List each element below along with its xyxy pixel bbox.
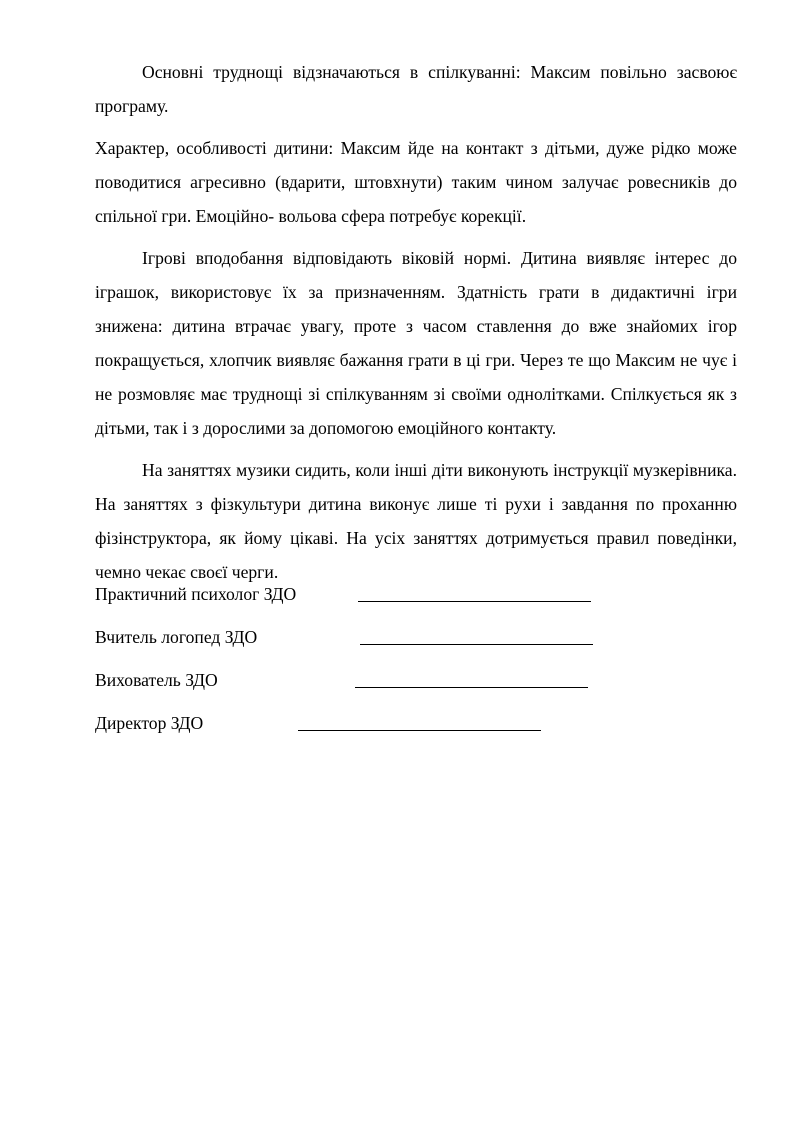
- signature-label: Директор ЗДО: [95, 713, 204, 733]
- paragraph-classes: На заняттях музики сидить, коли інші діти виконують інструкції музкерівника. На заняттях з фізкультури дитина виконує лише ті рухи і завдання по проханню фізінструктора, як йому цікаві. На усіх заняттях дотримується правил поведінки, чемно чекає своєї черги.: [95, 460, 737, 582]
- paragraph-character: Характер, особливості дитини: Максим йде на контакт з дітьми, дуже рідко може поводитися агресивно (вдарити, штовхнути) таким чином залучає ровесників до спільної гри. Емоційно- вольова сфера потребує корекції.: [95, 138, 737, 226]
- signature-line: [358, 601, 591, 602]
- signature-label: Практичний психолог ЗДО: [95, 584, 297, 604]
- paragraph-difficulties: Основні труднощі відзначаються в спілкуванні: Максим повільно засвоює програму.: [95, 62, 737, 116]
- signature-line: [360, 644, 593, 645]
- document-body: [95, 55, 737, 597]
- signature-row-director: [95, 709, 737, 752]
- signature-block: [95, 580, 737, 752]
- paragraph-play-preferences: Ігрові вподобання відповідають віковій нормі. Дитина виявляє інтерес до іграшок, використовує їх за призначенням. Здатність грати в дидактичні ігри знижена: дитина втрачає увагу, проте з часом ставлення до вже знайомих ігор покращується, хлопчик виявляє бажання грати в ці гри. Через те що Максим не чує і не розмовляє має труднощі зі спілкуванням зі своїми однолітками. Спілкується як з дітьми, так і з дорослими за допомогою емоційного контакту.: [95, 248, 737, 438]
- signature-line: [298, 730, 541, 731]
- signature-row-educator: [95, 666, 737, 709]
- signature-line: [355, 687, 588, 688]
- signature-label: Вихователь ЗДО: [95, 670, 218, 690]
- signature-row-speech-therapist: [95, 623, 737, 666]
- signature-row-psychologist: [95, 580, 737, 623]
- signature-label: Вчитель логопед ЗДО: [95, 627, 258, 647]
